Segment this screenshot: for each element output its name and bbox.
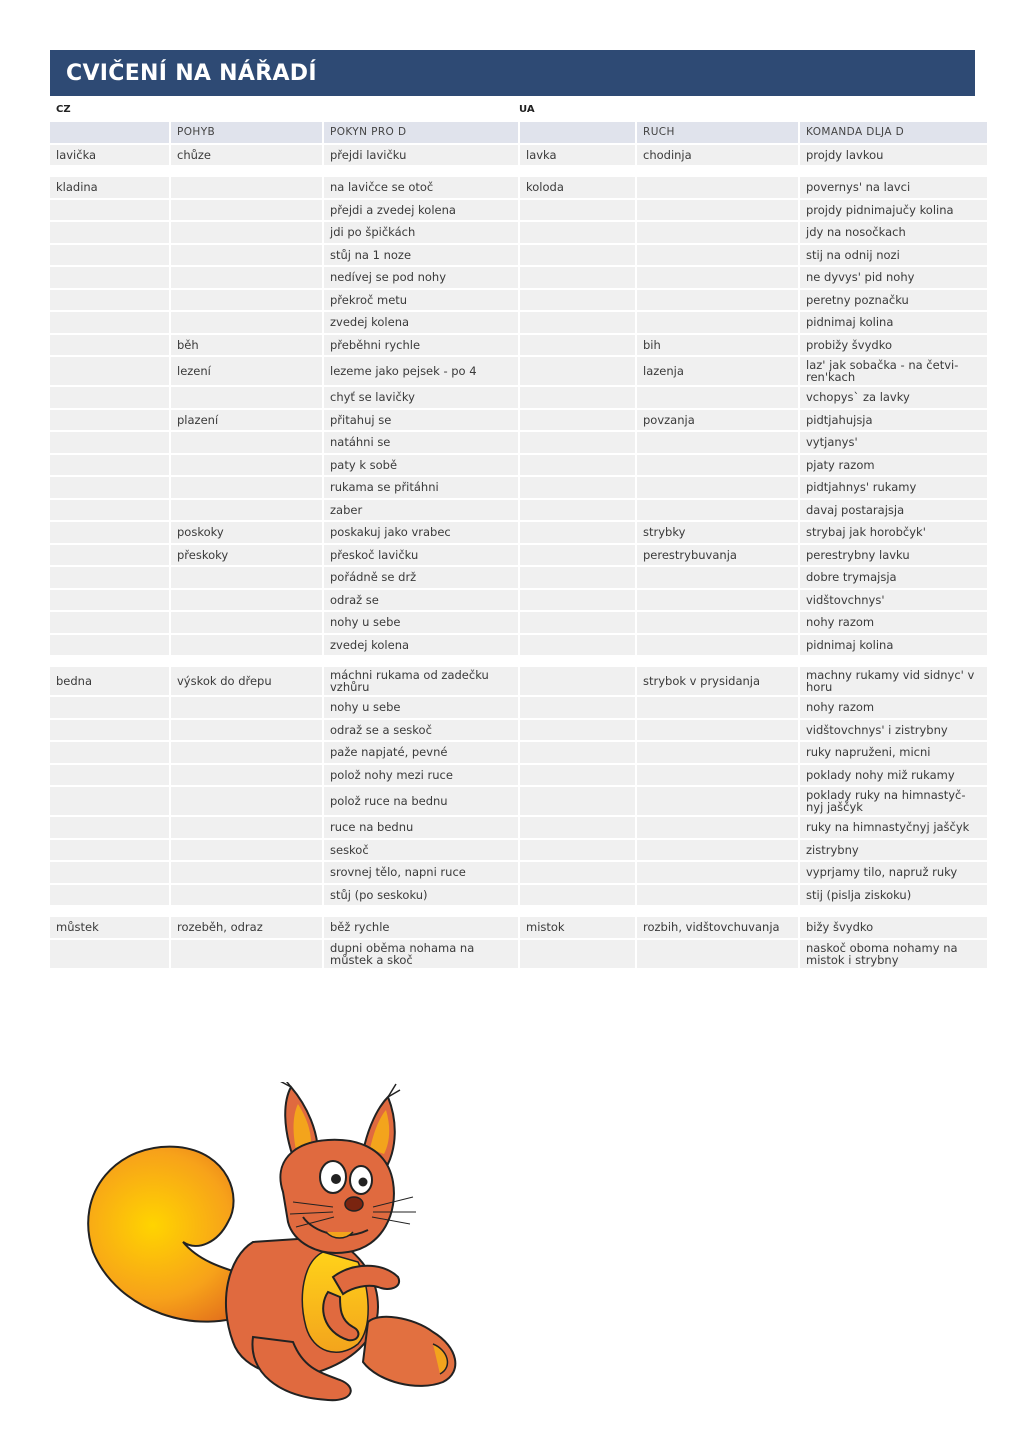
table-cell <box>50 432 169 453</box>
table-cell <box>171 387 322 408</box>
table-cell: polož ruce na bednu <box>324 787 518 815</box>
table-cell <box>50 742 169 763</box>
column-header <box>520 122 635 143</box>
table-cell: přejdi a zvedej kolena <box>324 200 518 221</box>
table-cell: lavička <box>50 145 169 166</box>
table-row <box>50 765 987 786</box>
table-row <box>50 222 987 243</box>
table-row <box>50 522 987 543</box>
table-cell: paty k sobě <box>324 455 518 476</box>
table-cell: odraž se a seskoč <box>324 720 518 741</box>
table-cell: přitahuj se <box>324 410 518 431</box>
table-cell <box>171 817 322 838</box>
table-row <box>50 667 987 695</box>
table-cell <box>637 742 798 763</box>
table-cell: machny rukamy vid sidnyc' v horu <box>800 667 987 695</box>
table-cell: paže napjaté, pevné <box>324 742 518 763</box>
table-cell <box>50 697 169 718</box>
table-cell <box>50 720 169 741</box>
table-cell <box>637 222 798 243</box>
column-header <box>50 122 169 143</box>
table-cell <box>171 455 322 476</box>
table-cell: jdy na nosočkach <box>800 222 987 243</box>
table-cell <box>171 612 322 633</box>
table-cell: běž rychle <box>324 917 518 938</box>
table-cell <box>520 222 635 243</box>
table-cell <box>50 312 169 333</box>
table-cell <box>50 290 169 311</box>
table-cell <box>50 545 169 566</box>
table-cell <box>171 765 322 786</box>
table-cell <box>50 200 169 221</box>
table-cell <box>637 697 798 718</box>
table-cell <box>50 817 169 838</box>
table-cell: pidnimaj kolina <box>800 635 987 656</box>
table-cell: zvedej kolena <box>324 635 518 656</box>
table-cell <box>520 667 635 695</box>
table-cell: seskoč <box>324 840 518 861</box>
table-cell <box>50 245 169 266</box>
table-cell: vchopys` za lavky <box>800 387 987 408</box>
table-row <box>50 787 987 815</box>
table-cell: dupni oběma nohama na můstek a skoč <box>324 940 518 968</box>
table-cell: lezení <box>171 357 322 385</box>
table-cell: plazení <box>171 410 322 431</box>
table-cell: můstek <box>50 917 169 938</box>
table-cell <box>50 590 169 611</box>
table-cell: zaber <box>324 500 518 521</box>
table-cell: stij (pislja ziskoku) <box>800 885 987 906</box>
table-row <box>50 357 987 385</box>
table-cell <box>171 200 322 221</box>
table-row <box>50 200 987 221</box>
table-cell <box>520 567 635 588</box>
table-cell <box>171 567 322 588</box>
table-cell <box>50 635 169 656</box>
column-header-row <box>50 122 987 143</box>
table-cell: přeskoky <box>171 545 322 566</box>
table-cell <box>171 245 322 266</box>
table-cell: perestrybny lavku <box>800 545 987 566</box>
spacer-cell <box>50 907 987 915</box>
table-cell <box>520 545 635 566</box>
table-cell <box>50 267 169 288</box>
table-cell: nedívej se pod nohy <box>324 267 518 288</box>
table-row <box>50 432 987 453</box>
table-cell <box>171 940 322 968</box>
language-label-cz: CZ <box>56 104 71 115</box>
table-cell: pidtjahujsja <box>800 410 987 431</box>
table-row <box>50 267 987 288</box>
table-cell: přeskoč lavičku <box>324 545 518 566</box>
table-cell <box>520 612 635 633</box>
table-cell <box>50 522 169 543</box>
table-row <box>50 500 987 521</box>
table-cell: laz' jak sobačka - na četvi-ren'kach <box>800 357 987 385</box>
table-cell <box>637 590 798 611</box>
table-row <box>50 862 987 883</box>
table-row <box>50 840 987 861</box>
table-cell: pidtjahnys' rukamy <box>800 477 987 498</box>
table-cell <box>520 742 635 763</box>
table-cell: peretny poznačku <box>800 290 987 311</box>
column-header: KOMANDA DLJA D <box>800 122 987 143</box>
table-cell <box>520 357 635 385</box>
column-header: RUCH <box>637 122 798 143</box>
section-spacer <box>50 907 987 915</box>
table-cell: rozbih, vidštovchuvanja <box>637 917 798 938</box>
table-cell <box>637 245 798 266</box>
table-cell <box>171 787 322 815</box>
table-cell <box>520 410 635 431</box>
table-cell: davaj postarajsja <box>800 500 987 521</box>
table-cell <box>637 567 798 588</box>
table-cell <box>50 500 169 521</box>
table-cell <box>50 477 169 498</box>
table-cell: stůj na 1 noze <box>324 245 518 266</box>
table-cell <box>637 720 798 741</box>
table-cell <box>637 455 798 476</box>
table-cell <box>520 432 635 453</box>
table-cell <box>520 635 635 656</box>
table-cell: pidnimaj kolina <box>800 312 987 333</box>
table-cell: pořádně se drž <box>324 567 518 588</box>
table-cell <box>171 222 322 243</box>
table-cell: chodinja <box>637 145 798 166</box>
table-row <box>50 290 987 311</box>
table-cell <box>171 500 322 521</box>
table-cell: strybaj jak horobčyk' <box>800 522 987 543</box>
table-cell <box>637 177 798 198</box>
table-cell: probižy švydko <box>800 335 987 356</box>
table-cell <box>637 290 798 311</box>
table-cell: kladina <box>50 177 169 198</box>
table-row <box>50 917 987 938</box>
section-spacer <box>50 167 987 175</box>
table-cell: bedna <box>50 667 169 695</box>
table-cell <box>637 387 798 408</box>
table-cell <box>520 290 635 311</box>
table-cell: mistok <box>520 917 635 938</box>
table-cell <box>520 455 635 476</box>
table-cell <box>520 940 635 968</box>
table-cell <box>171 177 322 198</box>
table-cell: lavka <box>520 145 635 166</box>
table-cell <box>171 590 322 611</box>
table-cell: rukama se přitáhni <box>324 477 518 498</box>
table-row <box>50 885 987 906</box>
table-row <box>50 245 987 266</box>
table-cell <box>637 817 798 838</box>
table-cell: stij na odnij nozi <box>800 245 987 266</box>
table-cell: povzanja <box>637 410 798 431</box>
table-row <box>50 455 987 476</box>
spacer-cell <box>50 657 987 665</box>
table-cell: poskoky <box>171 522 322 543</box>
table-cell <box>171 720 322 741</box>
table-cell: strybky <box>637 522 798 543</box>
section-spacer <box>50 657 987 665</box>
table-row <box>50 410 987 431</box>
table-cell: jdi po špičkách <box>324 222 518 243</box>
table-cell <box>637 635 798 656</box>
table-cell <box>637 432 798 453</box>
table-row <box>50 590 987 611</box>
table-cell: lezeme jako pejsek - po 4 <box>324 357 518 385</box>
table-cell: projdy pidnimajučy kolina <box>800 200 987 221</box>
spacer-cell <box>50 167 987 175</box>
table-cell <box>171 742 322 763</box>
table-cell: naskoč oboma nohamy na mistok i strybny <box>800 940 987 968</box>
table-cell <box>50 765 169 786</box>
table-cell: vidštovchnys' i zistrybny <box>800 720 987 741</box>
table-cell <box>637 477 798 498</box>
table-row <box>50 940 987 968</box>
table-cell: výskok do dřepu <box>171 667 322 695</box>
table-cell: nohy u sebe <box>324 612 518 633</box>
table-row <box>50 635 987 656</box>
table-cell <box>637 840 798 861</box>
table-cell <box>50 357 169 385</box>
table-cell <box>171 477 322 498</box>
table-cell <box>520 245 635 266</box>
table-cell: koloda <box>520 177 635 198</box>
table-row <box>50 720 987 741</box>
table-cell <box>171 697 322 718</box>
table-cell <box>50 387 169 408</box>
table-cell <box>637 200 798 221</box>
table-cell <box>637 312 798 333</box>
table-cell <box>171 635 322 656</box>
language-label-ua: UA <box>519 104 535 115</box>
table-cell <box>520 787 635 815</box>
table-row <box>50 697 987 718</box>
table-row <box>50 742 987 763</box>
table-cell <box>50 567 169 588</box>
table-cell <box>637 787 798 815</box>
table-cell: na lavičce se otoč <box>324 177 518 198</box>
table-row <box>50 387 987 408</box>
table-cell <box>520 885 635 906</box>
table-cell: zistrybny <box>800 840 987 861</box>
table-cell: poklady nohy miž rukamy <box>800 765 987 786</box>
table-cell <box>520 387 635 408</box>
table-cell <box>637 862 798 883</box>
table-cell: pjaty razom <box>800 455 987 476</box>
table-cell <box>520 335 635 356</box>
table-cell <box>520 817 635 838</box>
table-cell: běh <box>171 335 322 356</box>
table-cell <box>520 522 635 543</box>
table-cell: vyprjamy tilo, napruž ruky <box>800 862 987 883</box>
table-cell <box>637 765 798 786</box>
table-cell: nohy razom <box>800 612 987 633</box>
table-cell <box>50 612 169 633</box>
table-cell: projdy lavkou <box>800 145 987 166</box>
table-cell: stůj (po seskoku) <box>324 885 518 906</box>
table-cell: vytjanys' <box>800 432 987 453</box>
vocabulary-table <box>48 120 989 970</box>
table-cell <box>171 862 322 883</box>
table-cell <box>637 267 798 288</box>
table-cell <box>637 885 798 906</box>
table-cell: bih <box>637 335 798 356</box>
table-cell <box>520 312 635 333</box>
table-cell <box>520 477 635 498</box>
table-row <box>50 312 987 333</box>
table-cell <box>520 765 635 786</box>
table-row <box>50 477 987 498</box>
table-cell: lazenja <box>637 357 798 385</box>
table-cell: ne dyvys' pid nohy <box>800 267 987 288</box>
table-cell <box>520 862 635 883</box>
table-cell <box>50 410 169 431</box>
table-cell <box>50 840 169 861</box>
column-header: POHYB <box>171 122 322 143</box>
table-cell: nohy razom <box>800 697 987 718</box>
table-cell <box>520 590 635 611</box>
table-cell <box>50 335 169 356</box>
table-cell <box>520 697 635 718</box>
table-cell: chyť se lavičky <box>324 387 518 408</box>
table-cell: ruky napruženi, micni <box>800 742 987 763</box>
table-row <box>50 177 987 198</box>
table-cell <box>50 885 169 906</box>
table-cell: povernys' na lavci <box>800 177 987 198</box>
table-cell: přeběhni rychle <box>324 335 518 356</box>
table-cell <box>171 432 322 453</box>
table-cell: ruce na bednu <box>324 817 518 838</box>
table-cell: vidštovchnys' <box>800 590 987 611</box>
table-cell <box>171 290 322 311</box>
table-cell: poklady ruky na himnastyč-nyj jaščyk <box>800 787 987 815</box>
table-cell: překroč metu <box>324 290 518 311</box>
table-cell: poskakuj jako vrabec <box>324 522 518 543</box>
table-cell: nohy u sebe <box>324 697 518 718</box>
table-cell <box>50 940 169 968</box>
table-cell <box>520 267 635 288</box>
table-row <box>50 567 987 588</box>
table-cell <box>520 840 635 861</box>
table-cell: máchni rukama od zadečku vzhůru <box>324 667 518 695</box>
table-cell: strybok v prysidanja <box>637 667 798 695</box>
squirrel-illustration <box>78 1082 468 1407</box>
table-cell: zvedej kolena <box>324 312 518 333</box>
table-row <box>50 612 987 633</box>
table-cell <box>50 222 169 243</box>
column-header: POKYN PRO D <box>324 122 518 143</box>
table-cell <box>637 940 798 968</box>
table-cell <box>520 200 635 221</box>
table-cell <box>637 612 798 633</box>
table-cell <box>171 312 322 333</box>
table-cell: bižy švydko <box>800 917 987 938</box>
table-cell: chůze <box>171 145 322 166</box>
table-body <box>50 145 987 968</box>
table-cell <box>171 840 322 861</box>
table-cell <box>637 500 798 521</box>
table-cell <box>520 500 635 521</box>
table-cell <box>171 267 322 288</box>
table-cell <box>50 455 169 476</box>
table-cell: přejdi lavičku <box>324 145 518 166</box>
table-cell: srovnej tělo, napni ruce <box>324 862 518 883</box>
table-cell: rozeběh, odraz <box>171 917 322 938</box>
table-cell: odraž se <box>324 590 518 611</box>
table-cell <box>50 862 169 883</box>
table-cell: natáhni se <box>324 432 518 453</box>
table-cell: dobre trymajsja <box>800 567 987 588</box>
table-row <box>50 335 987 356</box>
table-row <box>50 145 987 166</box>
table-cell <box>520 720 635 741</box>
table-cell: polož nohy mezi ruce <box>324 765 518 786</box>
table-cell: ruky na himnastyčnyj jaščyk <box>800 817 987 838</box>
table-cell <box>171 885 322 906</box>
table-cell <box>50 787 169 815</box>
page-title: CVIČENÍ NA NÁŘADÍ <box>50 50 975 96</box>
table-row <box>50 545 987 566</box>
table-row <box>50 817 987 838</box>
table-cell: perestrybuvanja <box>637 545 798 566</box>
